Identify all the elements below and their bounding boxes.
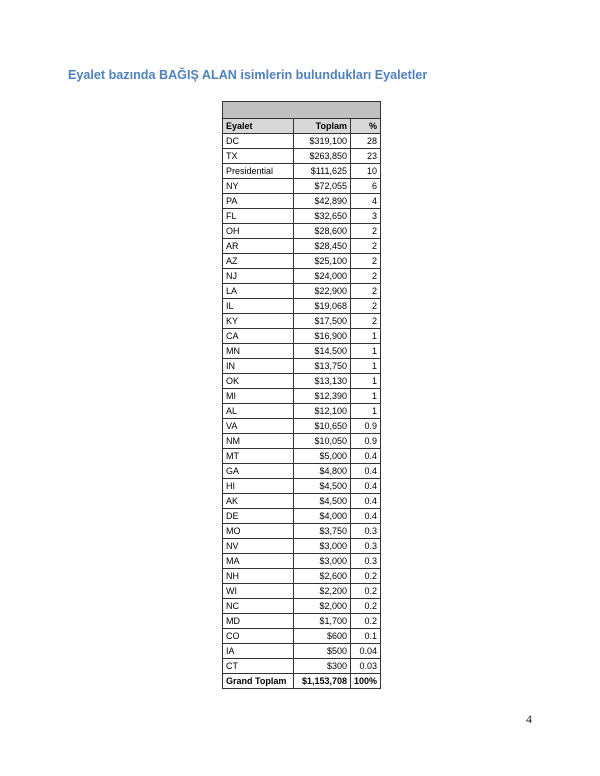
- table-row: [223, 464, 381, 479]
- grand-total-amount: $1,153,708: [294, 674, 351, 689]
- percent-cell: 28: [351, 134, 381, 149]
- state-cell: MA: [223, 554, 294, 569]
- state-cell: AR: [223, 239, 294, 254]
- percent-cell: 2: [351, 224, 381, 239]
- total-cell: $14,500: [294, 344, 351, 359]
- state-cell: IA: [223, 644, 294, 659]
- total-cell: $319,100: [294, 134, 351, 149]
- percent-cell: 0.2: [351, 614, 381, 629]
- total-cell: $42,890: [294, 194, 351, 209]
- table-row: [223, 659, 381, 674]
- total-cell: $4,500: [294, 479, 351, 494]
- table-row: [223, 614, 381, 629]
- percent-cell: 1: [351, 404, 381, 419]
- percent-cell: 0.4: [351, 449, 381, 464]
- state-cell: CA: [223, 329, 294, 344]
- table-header-row: [223, 119, 381, 134]
- percent-cell: 23: [351, 149, 381, 164]
- percent-cell: 0.3: [351, 524, 381, 539]
- percent-cell: 2: [351, 299, 381, 314]
- table-row: [223, 134, 381, 149]
- total-cell: $2,000: [294, 599, 351, 614]
- total-cell: $3,750: [294, 524, 351, 539]
- percent-cell: 0.1: [351, 629, 381, 644]
- table-row: [223, 269, 381, 284]
- state-donations-table: [222, 101, 381, 689]
- table-row: [223, 479, 381, 494]
- state-cell: OK: [223, 374, 294, 389]
- total-cell: $300: [294, 659, 351, 674]
- total-cell: $32,650: [294, 209, 351, 224]
- column-header-total: Toplam: [294, 119, 351, 134]
- state-cell: PA: [223, 194, 294, 209]
- total-cell: $2,200: [294, 584, 351, 599]
- table-row: [223, 644, 381, 659]
- state-cell: VA: [223, 419, 294, 434]
- table-row: [223, 329, 381, 344]
- state-cell: FL: [223, 209, 294, 224]
- total-cell: $111,625: [294, 164, 351, 179]
- total-cell: $4,500: [294, 494, 351, 509]
- percent-cell: 0.4: [351, 494, 381, 509]
- percent-cell: 2: [351, 239, 381, 254]
- percent-cell: 2: [351, 269, 381, 284]
- percent-cell: 4: [351, 194, 381, 209]
- table-row: [223, 299, 381, 314]
- state-cell: GA: [223, 464, 294, 479]
- percent-cell: 1: [351, 344, 381, 359]
- percent-cell: 0.9: [351, 419, 381, 434]
- total-cell: $19,068: [294, 299, 351, 314]
- state-cell: NV: [223, 539, 294, 554]
- total-cell: $25,100: [294, 254, 351, 269]
- table-row: [223, 584, 381, 599]
- total-cell: $3,000: [294, 554, 351, 569]
- state-cell: WI: [223, 584, 294, 599]
- percent-cell: 0.4: [351, 509, 381, 524]
- state-cell: TX: [223, 149, 294, 164]
- table-row: [223, 164, 381, 179]
- state-cell: LA: [223, 284, 294, 299]
- grand-total-label: Grand Toplam: [223, 674, 294, 689]
- total-cell: $500: [294, 644, 351, 659]
- column-header-percent: %: [351, 119, 381, 134]
- percent-cell: 1: [351, 389, 381, 404]
- table-row: [223, 179, 381, 194]
- total-cell: $1,700: [294, 614, 351, 629]
- state-cell: OH: [223, 224, 294, 239]
- table-row: [223, 494, 381, 509]
- state-cell: CT: [223, 659, 294, 674]
- state-cell: MI: [223, 389, 294, 404]
- state-cell: NM: [223, 434, 294, 449]
- state-cell: AZ: [223, 254, 294, 269]
- table-row: [223, 224, 381, 239]
- table-row: [223, 434, 381, 449]
- table-row: [223, 599, 381, 614]
- percent-cell: 0.4: [351, 464, 381, 479]
- table-row: [223, 449, 381, 464]
- state-cell: IN: [223, 359, 294, 374]
- table-row: [223, 314, 381, 329]
- state-cell: MO: [223, 524, 294, 539]
- table-row: [223, 284, 381, 299]
- table-row: [223, 419, 381, 434]
- table-row: [223, 404, 381, 419]
- total-cell: $22,900: [294, 284, 351, 299]
- total-cell: $17,500: [294, 314, 351, 329]
- state-cell: NY: [223, 179, 294, 194]
- total-cell: $10,650: [294, 419, 351, 434]
- total-cell: $4,000: [294, 509, 351, 524]
- total-cell: $10,050: [294, 434, 351, 449]
- percent-cell: 6: [351, 179, 381, 194]
- total-cell: $28,450: [294, 239, 351, 254]
- table-row: [223, 629, 381, 644]
- total-cell: $4,800: [294, 464, 351, 479]
- total-cell: $16,900: [294, 329, 351, 344]
- percent-cell: 3: [351, 209, 381, 224]
- table-row: [223, 254, 381, 269]
- percent-cell: 0.2: [351, 599, 381, 614]
- total-cell: $5,000: [294, 449, 351, 464]
- state-cell: DE: [223, 509, 294, 524]
- percent-cell: 1: [351, 359, 381, 374]
- state-cell: MT: [223, 449, 294, 464]
- column-header-state: Eyalet: [223, 119, 294, 134]
- table-row: [223, 149, 381, 164]
- state-cell: CO: [223, 629, 294, 644]
- table-row: [223, 359, 381, 374]
- total-cell: $263,850: [294, 149, 351, 164]
- table-row: [223, 194, 381, 209]
- total-cell: $600: [294, 629, 351, 644]
- table-row: [223, 569, 381, 584]
- state-cell: Presidential: [223, 164, 294, 179]
- state-cell: NJ: [223, 269, 294, 284]
- percent-cell: 1: [351, 374, 381, 389]
- state-cell: MN: [223, 344, 294, 359]
- percent-cell: 0.4: [351, 479, 381, 494]
- table-row: [223, 344, 381, 359]
- state-cell: DC: [223, 134, 294, 149]
- table-row: [223, 509, 381, 524]
- table-header-band: [223, 102, 381, 119]
- state-cell: KY: [223, 314, 294, 329]
- state-cell: AL: [223, 404, 294, 419]
- table-row: [223, 239, 381, 254]
- percent-cell: 2: [351, 254, 381, 269]
- table-row: [223, 389, 381, 404]
- percent-cell: 0.2: [351, 584, 381, 599]
- state-cell: MD: [223, 614, 294, 629]
- total-cell: $72,055: [294, 179, 351, 194]
- total-cell: $13,750: [294, 359, 351, 374]
- table-row: [223, 209, 381, 224]
- state-cell: IL: [223, 299, 294, 314]
- percent-cell: 1: [351, 329, 381, 344]
- percent-cell: 0.3: [351, 554, 381, 569]
- page-title: Eyalet bazında BAĞIŞ ALAN isimlerin bulundukları Eyaletler: [68, 68, 428, 82]
- percent-cell: 2: [351, 284, 381, 299]
- total-cell: $12,390: [294, 389, 351, 404]
- table-row: [223, 539, 381, 554]
- page-number: 4: [526, 712, 532, 726]
- state-cell: HI: [223, 479, 294, 494]
- state-cell: NH: [223, 569, 294, 584]
- percent-cell: 10: [351, 164, 381, 179]
- state-cell: NC: [223, 599, 294, 614]
- percent-cell: 0.3: [351, 539, 381, 554]
- total-cell: $3,000: [294, 539, 351, 554]
- state-cell: AK: [223, 494, 294, 509]
- total-cell: $24,000: [294, 269, 351, 284]
- table-row: [223, 554, 381, 569]
- percent-cell: 0.9: [351, 434, 381, 449]
- table-row: [223, 524, 381, 539]
- table-row: [223, 374, 381, 389]
- total-cell: $13,130: [294, 374, 351, 389]
- percent-cell: 2: [351, 314, 381, 329]
- grand-total-percent: 100%: [351, 674, 381, 689]
- grand-total-row: [223, 674, 381, 689]
- percent-cell: 0.03: [351, 659, 381, 674]
- percent-cell: 0.04: [351, 644, 381, 659]
- total-cell: $2,600: [294, 569, 351, 584]
- total-cell: $12,100: [294, 404, 351, 419]
- percent-cell: 0.2: [351, 569, 381, 584]
- total-cell: $28,600: [294, 224, 351, 239]
